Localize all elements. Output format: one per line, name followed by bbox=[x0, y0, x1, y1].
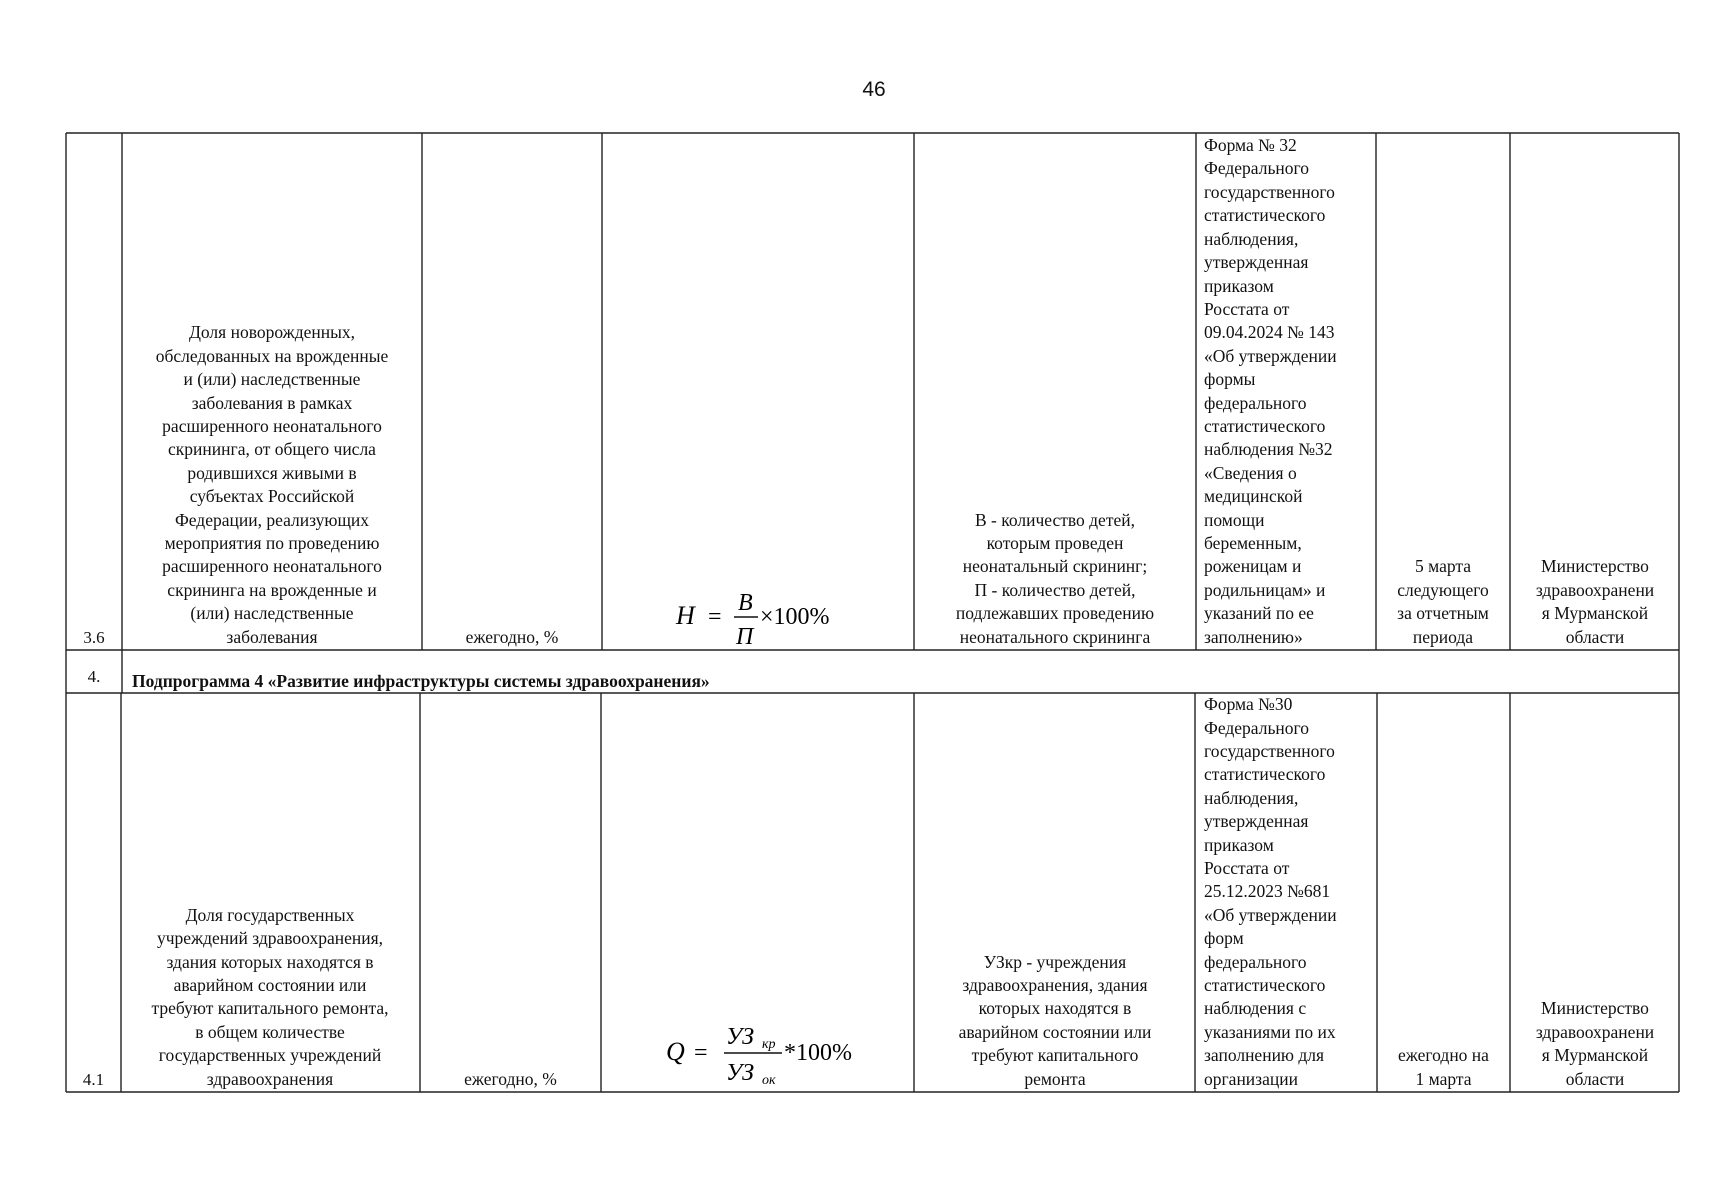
source: Форма №30 Федерального государственного статистического наблюдения, утвержденная приказом Росстата от 25.12.2023 №681 «Об утверждении форм федерального статистического наблюдения с указаниями по их заполнению для организации bbox=[1204, 694, 1337, 1089]
definitions-cell bbox=[916, 693, 1194, 1092]
formula-eq: = bbox=[694, 1040, 708, 1066]
formula-multiplier: ×100% bbox=[760, 604, 830, 630]
formula-denominator: УЗ bbox=[726, 1060, 755, 1086]
source: Форма № 32 Федерального государственного статистического наблюдения, утвержденная приказом Росстата от 09.04.2024 № 143 «Об утверждении формы федерального статистического наблюдения №32 «Сведения о медицинской помощи беременным, роженицам и родильницам» и указаний по ее заполнению» bbox=[1204, 135, 1337, 647]
periodicity-cell bbox=[422, 133, 602, 650]
definitions: В - количество детей, которым проведен неонатальный скрининг; П - количество детей, подлежавших проведению неонатального скрининга bbox=[955, 509, 1155, 647]
formula-lhs: H bbox=[676, 601, 695, 630]
source-cell bbox=[1204, 693, 1376, 1092]
deadline-cell bbox=[1379, 693, 1508, 1092]
formula-numerator-subscript: кр bbox=[762, 1037, 776, 1052]
indicator-name-cell bbox=[126, 133, 418, 650]
formula-denominator: П bbox=[736, 624, 754, 650]
indicator-name: Доля новорожденных, обследованных на врожденные и (или) наследственные заболевания в рамках расширенного неонатального скрининга, от общего числа родившихся живыми в субъектах Российской Федерации, реализующих мероприятия по проведению расширенного неонатального скрининга на врожденные и (или) наследственные заболевания bbox=[155, 322, 389, 647]
section-number-text: 4. bbox=[87, 666, 101, 686]
formula-lhs: Q bbox=[666, 1037, 685, 1066]
responsible-cell bbox=[1512, 133, 1678, 650]
section-number bbox=[66, 650, 122, 693]
page-number: 46 bbox=[862, 78, 886, 101]
formula-numerator: B bbox=[738, 590, 753, 616]
formula-h bbox=[672, 584, 852, 650]
periodicity-cell bbox=[420, 693, 601, 1092]
indicator-name-cell bbox=[124, 693, 416, 1092]
source-cell bbox=[1204, 133, 1374, 650]
formula-eq: = bbox=[708, 604, 722, 630]
row-number bbox=[66, 133, 122, 650]
deadline-cell bbox=[1378, 133, 1508, 650]
section-title: Подпрограмма 4 «Развитие инфраструктуры системы здравоохранения» bbox=[132, 671, 710, 691]
row-number-text: 3.6 bbox=[83, 627, 105, 647]
deadline: ежегодно на 1 марта bbox=[1398, 1045, 1489, 1089]
row-number bbox=[66, 693, 121, 1092]
periodicity: ежегодно, % bbox=[464, 1068, 557, 1089]
deadline: 5 марта следующего за отчетным периода bbox=[1397, 556, 1489, 647]
responsible: Министерство здравоохранени я Мурманской области bbox=[1535, 556, 1655, 647]
formula-q bbox=[664, 1016, 864, 1088]
row-number-text: 4.1 bbox=[82, 1069, 105, 1089]
formula-multiplier: *100% bbox=[784, 1040, 852, 1066]
formula-denominator-subscript: ок bbox=[762, 1073, 776, 1088]
definitions-cell bbox=[916, 133, 1194, 650]
definitions: УЗкр - учреждения здравоохранения, здания которых находятся в аварийном состоянии или требуют капитального ремонта bbox=[958, 951, 1152, 1089]
periodicity: ежегодно, % bbox=[465, 626, 559, 647]
indicator-name: Доля государственных учреждений здравоохранения, здания которых находятся в аварийном состоянии или требуют капитального ремонта, в общем количестве государственных учреждений здравоохранения bbox=[151, 904, 389, 1089]
responsible-cell bbox=[1512, 693, 1678, 1092]
responsible: Министерство здравоохранени я Мурманской области bbox=[1535, 998, 1655, 1089]
formula-numerator: УЗ bbox=[726, 1024, 755, 1050]
